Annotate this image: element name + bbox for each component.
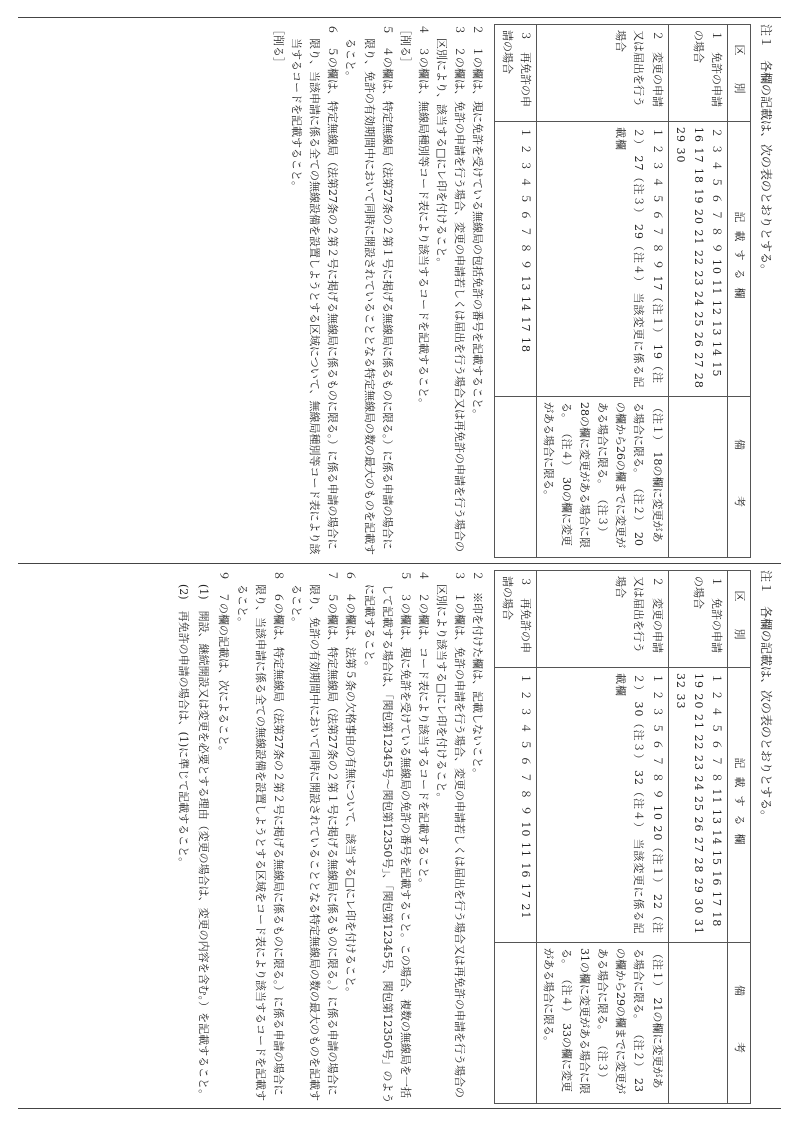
table-row bbox=[668, 571, 727, 1104]
row-kubun: ２ 変更の申請又は届出を行う場合 bbox=[536, 25, 668, 122]
note-item: ６ ４の欄は、法第５条の欠格事由の有無について、該当する□にレ印を付けること。 bbox=[344, 570, 358, 998]
note-item: ７ ５の欄は、特定無線局（法第27条の２第１号に掲げる無線局に係るものに限る。）に係る申請の場合に限り、免許の有効期間中において同時に開設されていることとなる特定無線局の数の最大のものを記載すること。 bbox=[289, 570, 340, 1101]
row-kisai: ２ ３ ４ ５ ６ ７ ８ ９ 10 11 12 13 14 15 16 17 18 19 20 21 22 23 24 25 26 27 28 29 30 bbox=[668, 122, 727, 397]
header-biko: 備 考 bbox=[728, 397, 751, 558]
table-row bbox=[495, 25, 536, 558]
row-kubun: ３ 再免許の申請の場合 bbox=[495, 571, 536, 668]
row-kisai: １ ２ ３ ４ ５ ６ ７ ８ ９ 13 14 17 18 bbox=[495, 122, 536, 397]
row-kisai: １ ２ ３ ４ ５ ６ ７ ８ ９ 17（注１） 19（注２） 27（注３） 29（注４） 当該変更に係る記載欄 bbox=[536, 122, 668, 397]
deleted-marker: ［削る］ bbox=[271, 24, 285, 68]
bottom-rotated-page bbox=[18, 570, 775, 1104]
row-kubun: １ 免許の申請の場合 bbox=[668, 571, 727, 668]
header-kisai: 記載する欄 bbox=[728, 668, 751, 943]
row-biko: （注１） 21の欄に変更がある場合に限る。 （注２） 23の欄から29の欄までに変更がある場合に限る。 （注３） 31の欄に変更がある場合に限る。 （注４） 33の欄に変更がある場合に限る。 bbox=[536, 943, 668, 1104]
middle-border-line bbox=[18, 563, 781, 564]
bottom-document-panel bbox=[0, 570, 797, 1104]
top-rotated-page bbox=[18, 24, 775, 558]
table-row bbox=[668, 25, 727, 558]
note-item: ５ ３の欄は、現に免許を受けている無線局の免許の番号を記載すること。この場合、複数の無線局を一括して記載する場合は、「関包第12345号～関包第12350号」、「関包第12345号、関包第12350号」のように記載すること。 bbox=[362, 570, 412, 1104]
row-biko bbox=[668, 943, 727, 1104]
sub-item: (2) 再免許の申請の場合は、(1)に準じて記載すること。 bbox=[177, 584, 191, 869]
header-kubun: 区 別 bbox=[728, 571, 751, 668]
deleted-marker: ［削る］ bbox=[398, 24, 412, 68]
header-kubun: 区 別 bbox=[728, 25, 751, 122]
note-item: ４ ２の欄は、コード表により該当するコードを記載すること。 bbox=[416, 570, 430, 889]
note-item: ９ ７の欄の記載は、次によること。 bbox=[217, 570, 231, 757]
table-row bbox=[495, 571, 536, 1104]
row-kubun: ３ 再免許の申請の場合 bbox=[495, 25, 536, 122]
note-item: ２ １の欄は、現に免許を受けている無線局の包括免許の番号を記載すること。 bbox=[471, 24, 485, 420]
note-item: ５ ４の欄は、特定無線局（法第27条の２第１号に掲げる無線局に係るものに限る。）に係る申請の場合に限り、免許の有効期間中において同時に開設されていることとなる特定無線局の数の最大のものを記載すること。 bbox=[344, 24, 394, 555]
row-kisai: １ ２ ４ ５ ６ ７ ８ 11 13 14 15 16 17 18 19 20 21 22 23 24 25 26 27 28 29 30 31 32 33 bbox=[668, 668, 727, 943]
row-biko bbox=[495, 397, 536, 558]
row-biko bbox=[668, 397, 727, 558]
note-item: ２ ※印を付けた欄は、記載しないこと。 bbox=[471, 570, 485, 779]
bottom-entry-table bbox=[494, 570, 751, 1104]
header-kisai: 記載する欄 bbox=[728, 122, 751, 397]
note-item: ６ ５の欄は、特定無線局（法第27条の２第２号に掲げる無線局に係るものに限る。）に係る申請の場合に限り、当該申請に係る全ての無線設備を設置しようとする区域について、無線局種別等コード表により該当するコードを記載すること。 bbox=[289, 24, 340, 555]
note-item: ４ ３の欄は、無線局種別等コード表により該当するコードを記載すること。 bbox=[416, 24, 430, 409]
row-biko: （注１） 18の欄に変更がある場合に限る。 （注２） 20の欄から26の欄までに変更がある場合に限る。 （注３） 28の欄に変更がある場合に限る。 （注４） 30の欄に変更がある場合に限る。 bbox=[536, 397, 668, 558]
row-kisai: １ ２ ３ ４ ５ ６ ７ ８ ９ 10 11 16 17 21 bbox=[495, 668, 536, 943]
row-kubun: １ 免許の申請の場合 bbox=[668, 25, 727, 122]
bottom-table-header bbox=[728, 571, 751, 1104]
note-item: ８ ６の欄は、特定無線局（法第27条の２第２号に掲げる無線局に係るものに限る。）に係る申請の場合に限り、当該申請に係る全ての無線設備を設置しようとする区域をコード表により該当するコードを記載すること。 bbox=[235, 570, 285, 1101]
top-entry-table bbox=[494, 24, 751, 558]
table-row bbox=[536, 25, 668, 558]
row-biko bbox=[495, 943, 536, 1104]
top-document-panel bbox=[0, 24, 797, 558]
table-row bbox=[536, 571, 668, 1104]
row-kisai: １ ２ ３ ５ ６ ７ ８ ９ 10 20（注１） 22（注２） 30（注３） 32（注４） 当該変更に係る記載欄 bbox=[536, 668, 668, 943]
bottom-note-title: 注１ 各欄の記載は、次の表のとおりとする。 bbox=[759, 570, 773, 823]
top-table-header bbox=[728, 25, 751, 558]
row-kubun: ２ 変更の申請又は届出を行う場合 bbox=[536, 571, 668, 668]
top-note-title: 注１ 各欄の記載は、次の表のとおりとする。 bbox=[759, 24, 773, 277]
bottom-border-line bbox=[18, 1108, 781, 1109]
note-item: ３ １の欄は、免許の申請を行う場合、変更の申請若しくは届出を行う場合又は再免許の申請を行う場合の区別により該当する□にレ印を付けること。 bbox=[435, 570, 467, 1098]
top-border-line bbox=[18, 17, 781, 18]
sub-item: (1) 開設、継続開設又は変更を必要とする理由（変更の場合は、変更の内容を含む。）を記載すること。 bbox=[197, 584, 211, 1101]
note-item: ３ ２の欄は、免許の申請を行う場合、変更の申請若しくは届出を行う場合又は再免許の申請を行う場合の区別により、該当する□にレ印を付けること。 bbox=[435, 24, 467, 552]
header-biko: 備 考 bbox=[728, 943, 751, 1104]
